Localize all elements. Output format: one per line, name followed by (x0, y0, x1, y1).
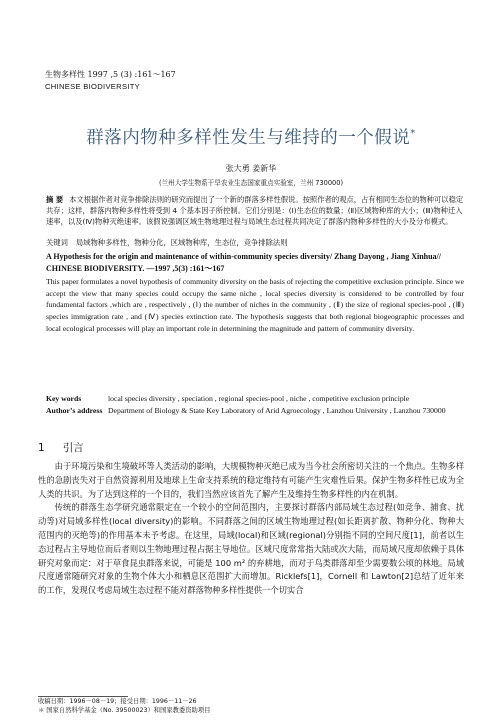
paper-title-text: 群落内物种多样性发生与维持的一个假说 (86, 128, 411, 148)
footnote-dates: 收稿日期：1996－08－19；接受日期：1996－11－26 (38, 698, 197, 705)
author-address (46, 405, 464, 417)
journal-citation: 生物多样性 1997 ,5 (3) :161～167 (45, 70, 176, 79)
body-paragraph: 由于环境污染和生境破坏等人类活动的影响，大规模物种灭绝已成为当今社会所密切关注的一个焦点。生物多样性的急剧丧失对于自然资源利用及地球上生命支持系统的稳定维持有可能产生灾难性后果。保护生物多样性已成为全人类的共识。为了达到这样的一个目的，我们当然应该首先了解产生及维持生物多样性的内在机制。 (38, 461, 464, 499)
english-abstract: This paper formulates a novel hypothesis of community diversity on the basis of rejecting the competitive exclusion principle. Since we accept the view that many species could occupy the same niche , local species diversity is considered to be controlled by four fundamental factors ,which are , respectively , (Ⅰ) the number of niches in the community , (Ⅱ) the size of regional species-pool , (Ⅲ) species immigration rate , and (Ⅳ) species extinction rate. The hypothesis suggests that both regional biogeographic processes and local ecological processes will play an important role in determining the magnitude and pattern of community diversity. (46, 277, 465, 333)
section-number: 1 (38, 442, 45, 454)
address-label: Author’s address (46, 406, 103, 415)
address-text: Department of Biology & State Key Laboratory of Arid Agroecology , Lanzhou University , Lanzhou 730000 (108, 406, 446, 415)
authors: 张大勇 姜新华 (225, 164, 277, 173)
keywords-text: 局域物种多样性，物种分化，区域物种库，生态位，竞争排除法则 (75, 238, 288, 247)
keywords-chinese (46, 238, 464, 248)
section-heading (38, 440, 84, 455)
keywords-en-label: Key words (46, 394, 82, 403)
keywords-label: 关键词 (46, 238, 68, 247)
affiliation: (兰州大学生物系干旱农业生态国家重点实验室，兰州 730000) (158, 179, 344, 187)
paper-title (0, 124, 502, 149)
abstract-text: 本文根据作者对竞争排除法则的研究而提出了一个新的群落多样性假说。按照作者的观点，占有相同生态位的物种可以稳定共存；这样，群落内物种多样性将受到 4 个基本因子所控制。它们分别是：(Ⅰ)生态位的数量；(Ⅱ)区域物种库的大小；(Ⅲ)物种迁入速率，以及(Ⅳ)物种灭绝速率。该假说强调区域生物地理过程与局域生态过程共同决定了群落内物种多样性的大小及分布模式。 (46, 195, 464, 226)
section-title: 引言 (62, 442, 84, 454)
body-text (38, 460, 464, 598)
body-paragraph: 传统的群落生态学研究通常限定在一个较小的空间范围内，主要探讨群落内部局域生态过程(如竞争、捕食、扰动等)对局域多样性(local diversity)的影响。不同群落之间的区域生物地理过程(如长距离扩散、物种分化、物种大范围内的灭绝等)的作用基本未予考虑。在这里，局域(local)和区域(regional)分别指不同的空间尺度[1]，前者以生态过程占主导地位而后者则以生物地理过程占据主导地位。区域尺度常常指大陆或次大陆，而局域尺度却依赖于具体研究对象而定：对于草食昆虫群落来说，可能是 100 m² 的弃耕地，而对于鸟类群落却至少需要数公顷的林地。局域尺度通常随研究对象的生物个体大小和栖息区范围扩大而增加。Ricklefs[1]，Cornell 和 Lawton[2]总结了近年来的工作，发现仅考虑局域生态过程不能对群落物种多样性提供一个切实合 (38, 502, 464, 596)
keywords-en-text: local species diversity , speciation , regional species-pool , niche , competitive exclusion principle (108, 394, 410, 403)
english-title: A Hypothesis for the origin and maintenance of within-community species diversity/ Zhang Dayong , Jiang Xinhua// CHINESE BIODIVERSITY. —1997 ,5(3) :161～167 (46, 252, 441, 273)
footnote-funding: ＊ 国家自然科学基金（No. 39500023）和国家教委资助项目 (38, 707, 211, 714)
journal-name-en: CHINESE BIODIVERSITY (45, 82, 141, 91)
title-footnote-mark: * (410, 128, 416, 140)
journal-header (45, 69, 176, 93)
abstract-chinese (46, 194, 464, 227)
keywords-english (46, 393, 464, 405)
abstract-label: 摘 要 (46, 195, 64, 204)
